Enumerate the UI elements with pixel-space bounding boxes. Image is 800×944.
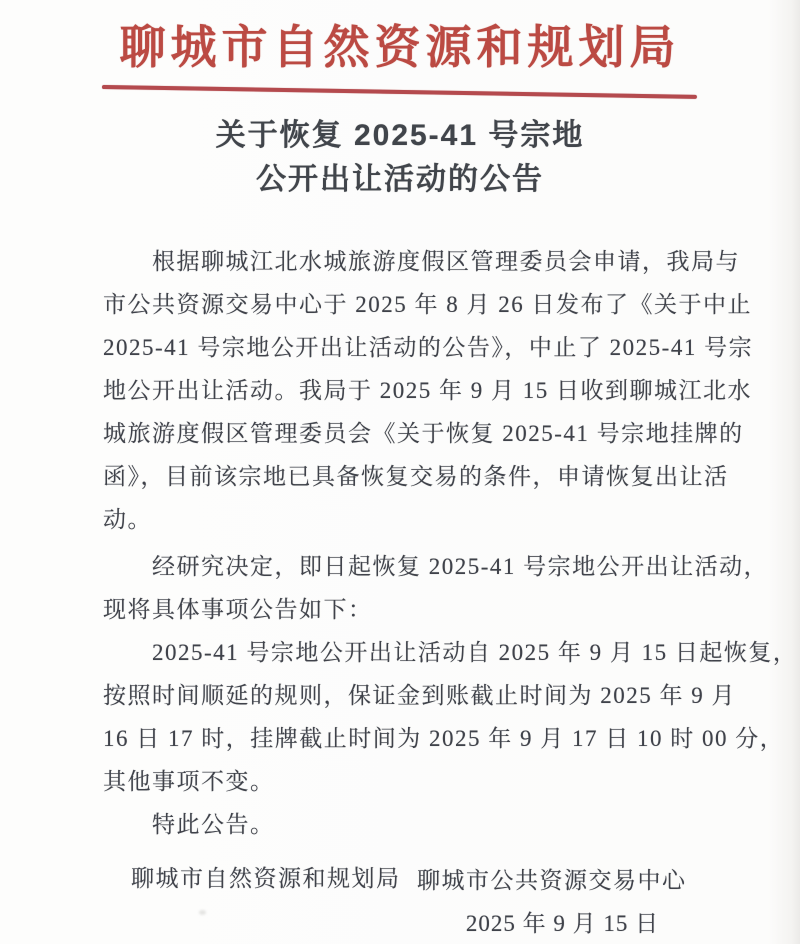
body-line: 地公开出让活动。我局于 2025 年 9 月 15 日收到聊城江北水 [103, 378, 752, 403]
paragraph-closing [103, 803, 701, 846]
document-title-line2: 公开出让活动的公告 [256, 163, 544, 196]
body-line: 市公共资源交易中心于 2025 年 8 月 26 日发布了《关于中止 [103, 292, 752, 317]
body-line: 特此公告。 [152, 812, 275, 837]
body-line: 其他事项不变。 [103, 769, 275, 794]
paragraph-3 [103, 631, 798, 803]
body-line: 2025-41 号宗地公开出让活动的公告》，中止了 2025-41 号宗 [103, 335, 754, 360]
letterhead-divider-rule [102, 85, 697, 99]
body-line: 现将具体事项公告如下： [103, 597, 373, 622]
body-line: 经研究决定，即日起恢复 2025-41 号宗地公开出让活动， [152, 554, 769, 579]
document-body [103, 240, 798, 846]
body-line: 16 日 17 时，挂牌截止时间为 2025 年 9 月 17 日 10 时 00 分， [103, 726, 785, 751]
body-line: 根据聊城江北水城旅游度假区管理委员会申请，我局与 [152, 249, 740, 274]
body-line: 城旅游度假区管理委员会《关于恢复 2025-41 号宗地挂牌的 [103, 421, 744, 446]
body-line: 按照时间顺延的规则，保证金到账截止时间为 2025 年 9 月 [103, 683, 736, 708]
signature-issuer-right: 聊城市公共资源交易中心 [417, 868, 687, 893]
letterhead-agency-title: 聊城市自然资源和规划局 [119, 22, 681, 73]
body-line: 函》，目前该宗地已具备恢复交易的条件，申请恢复出让活 [103, 464, 729, 489]
body-line: 动。 [103, 507, 152, 532]
document-title [0, 114, 800, 202]
paragraph-2 [103, 545, 769, 631]
scan-speck-artifact [199, 910, 206, 915]
signature-issuer-left: 聊城市自然资源和规划局 [131, 866, 401, 891]
body-line: 2025-41 号宗地公开出让活动自 2025 年 9 月 15 日起恢复， [152, 640, 798, 665]
signature-date: 2025 年 9 月 15 日 [465, 911, 660, 936]
document-title-line1: 关于恢复 2025-41 号宗地 [215, 119, 585, 152]
paragraph-1 [103, 240, 754, 541]
